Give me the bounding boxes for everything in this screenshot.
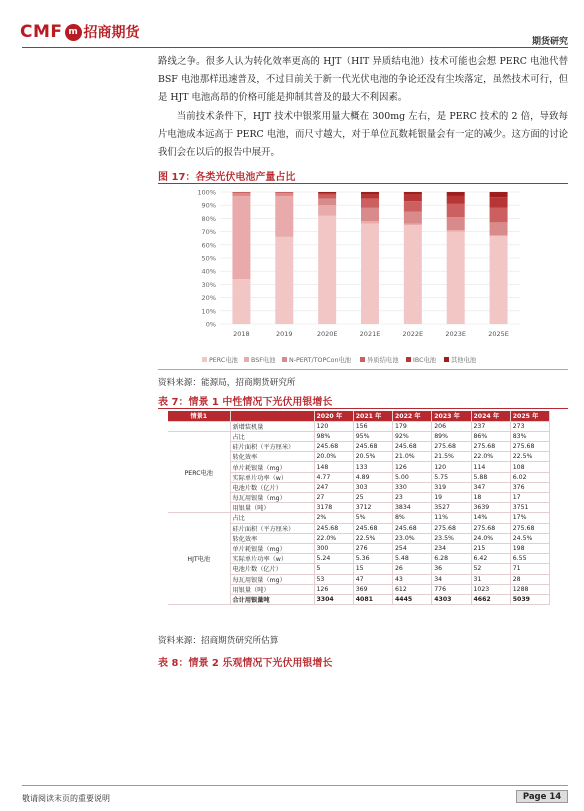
table-header-cell [230, 411, 314, 421]
table-cell: 776 [432, 584, 471, 594]
table-cell: 245.68 [393, 442, 432, 452]
body-paragraph-2: 当前技术条件下，HJT 技术中银浆用量大概在 300mg 左右，是 PERC 技术的 2 倍，导致每片电池成本远高于 PERC 电池，而尺寸越大，对于单位瓦数耗银量会有一定的减少。这方面的讨论我们会在以后的报告中展开。 [158, 111, 568, 158]
table-header-cell: 2024 年 [471, 411, 510, 421]
table-cell: 5039 [510, 594, 549, 604]
table-cell: 43 [393, 574, 432, 584]
table-cell: 330 [393, 482, 432, 492]
table-cell [168, 421, 230, 431]
table-cell: 4662 [471, 594, 510, 604]
table-cell: 5% [353, 513, 392, 523]
table-cell: 4081 [353, 594, 392, 604]
y-tick-label: 90% [201, 201, 216, 210]
table-cell: 实际单片功率（w） [230, 472, 314, 482]
y-tick-label: 60% [201, 241, 216, 250]
table-cell: 11% [432, 513, 471, 523]
bar-segment [318, 216, 336, 324]
table-cell: 5 [314, 564, 353, 574]
table-cell: 20.0% [314, 452, 353, 462]
bar-segment [447, 204, 465, 217]
bar-segment [404, 192, 422, 195]
table-cell: 3527 [432, 503, 471, 513]
table-cell: 71 [510, 564, 549, 574]
bar-segment [361, 221, 379, 224]
legend-swatch [244, 357, 249, 362]
bar-segment [232, 279, 250, 324]
table-cell: 245.68 [353, 523, 392, 533]
table-cell: 4.89 [353, 472, 392, 482]
bar-segment [232, 192, 250, 193]
bar-segment [490, 222, 508, 235]
table-row [168, 421, 550, 431]
table-cell: 245.68 [314, 523, 353, 533]
table-source: 资料来源：招商期货研究所估算 [158, 636, 279, 646]
table-cell: 5.75 [432, 472, 471, 482]
table-cell: 24.0% [471, 533, 510, 543]
table-cell: 198 [510, 543, 549, 553]
table-cell: 47 [353, 574, 392, 584]
x-tick-label: 2023E [445, 330, 467, 338]
table-cell: 单片耗银量（mg） [230, 462, 314, 472]
table-group-cell: HJT电池 [168, 513, 230, 605]
table-cell: 21.5% [432, 452, 471, 462]
table-cell: 6.28 [432, 554, 471, 564]
table-cell: 19 [432, 493, 471, 503]
bar-segment [361, 208, 379, 221]
footer-divider [22, 785, 568, 786]
bar-segment [318, 193, 336, 194]
table-cell: 276 [353, 543, 392, 553]
table-cell: 23.0% [393, 533, 432, 543]
table-cell: 369 [353, 584, 392, 594]
table-cell: 25 [353, 493, 392, 503]
table-cell: 5.88 [471, 472, 510, 482]
legend-label: 其他电池 [451, 357, 477, 364]
table-cell: 占比 [230, 513, 314, 523]
table-cell: 每瓦用银量（mg） [230, 574, 314, 584]
table-cell: 237 [471, 421, 510, 431]
bar-segment [447, 192, 465, 196]
legend-label: N-PERT/TOPCon电池 [289, 357, 352, 364]
table-cell: 硅片面积（平方厘米） [230, 442, 314, 452]
legend-swatch [444, 357, 449, 362]
table-cell: 275.68 [432, 442, 471, 452]
x-tick-label: 2019 [276, 330, 293, 338]
table-cell: 27 [314, 493, 353, 503]
table-cell: 34 [432, 574, 471, 584]
y-tick-label: 30% [201, 280, 216, 289]
bar-segment [275, 196, 293, 237]
logo-chinese: 招商期货 [83, 25, 140, 41]
table-cell: 3751 [510, 503, 549, 513]
x-tick-label: 2020E [316, 330, 338, 338]
table-cell: 24.5% [510, 533, 549, 543]
table-row [168, 431, 550, 441]
table-cell: 2% [314, 513, 353, 523]
table-cell: 275.68 [471, 523, 510, 533]
bar-segment [490, 192, 508, 197]
table-cell: 6.55 [510, 554, 549, 564]
table-cell: 用银量（吨） [230, 584, 314, 594]
legend-label: 异质结电池 [367, 357, 399, 364]
bar-segment [490, 208, 508, 223]
table-cell: 转化效率 [230, 452, 314, 462]
table-header-cell: 情景1 [168, 411, 230, 421]
table-cell: 3834 [393, 503, 432, 513]
table-cell: 单片耗银量（mg） [230, 543, 314, 553]
table-cell: 215 [471, 543, 510, 553]
bar-segment [361, 192, 379, 195]
table-header-cell: 2023 年 [432, 411, 471, 421]
table-header-cell: 2022 年 [393, 411, 432, 421]
table-cell: 1288 [510, 584, 549, 594]
table-cell: 5.00 [393, 472, 432, 482]
table-cell: 电池片数（亿片） [230, 564, 314, 574]
chart-svg [158, 184, 568, 370]
table-cell: 占比 [230, 431, 314, 441]
table-cell: 92% [393, 431, 432, 441]
table-cell: 6.02 [510, 472, 549, 482]
table-cell: 实际单片功率（w） [230, 554, 314, 564]
table-cell: 31 [471, 574, 510, 584]
table-cell: 8% [393, 513, 432, 523]
table-header-row [168, 411, 550, 421]
table-cell: 5.48 [393, 554, 432, 564]
bar-segment [361, 199, 379, 208]
table-cell: 114 [471, 462, 510, 472]
table-cell: 36 [432, 564, 471, 574]
y-tick-label: 10% [201, 307, 216, 316]
bar-segment [361, 195, 379, 199]
table-cell: 126 [393, 462, 432, 472]
legend-swatch [202, 357, 207, 362]
logo-latin: CMF [20, 22, 63, 42]
table-cell: 电池片数（亿片） [230, 482, 314, 492]
table-cell: 新增装机量 [230, 421, 314, 431]
table-cell: 23 [393, 493, 432, 503]
bar-segment [404, 212, 422, 224]
legend-swatch [360, 357, 365, 362]
table-cell: 合计用银量吨 [230, 594, 314, 604]
table-cell: 376 [510, 482, 549, 492]
table-cell: 52 [471, 564, 510, 574]
y-tick-label: 80% [201, 214, 216, 223]
table-cell: 275.68 [471, 442, 510, 452]
company-logo [20, 22, 140, 42]
bar-segment [404, 224, 422, 225]
y-tick-label: 0% [205, 320, 216, 329]
table-cell: 转化效率 [230, 533, 314, 543]
bar-segment [490, 197, 508, 208]
table-cell: 247 [314, 482, 353, 492]
table-cell: 83% [510, 431, 549, 441]
table-cell: 275.68 [432, 523, 471, 533]
table-cell: 5.36 [353, 554, 392, 564]
logo-seal-icon: m [65, 24, 82, 41]
bar-segment [490, 236, 508, 324]
table-cell: 273 [510, 421, 549, 431]
table-cell: 17% [510, 513, 549, 523]
bar-segment [404, 195, 422, 202]
table-cell: 3304 [314, 594, 353, 604]
x-tick-label: 2025E [488, 330, 509, 338]
table-cell: 245.68 [393, 523, 432, 533]
table-header-cell: 2021 年 [353, 411, 392, 421]
table-cell: 133 [353, 462, 392, 472]
table-cell: 126 [314, 584, 353, 594]
table-cell: 6.42 [471, 554, 510, 564]
table-cell: 20.5% [353, 452, 392, 462]
legend-label: BSF电池 [251, 357, 276, 364]
table-title: 表 7：情景 1 中性情况下光伏用银增长 [158, 393, 568, 409]
table-cell: 4.77 [314, 472, 353, 482]
table-cell: 120 [314, 421, 353, 431]
table-cell: 206 [432, 421, 471, 431]
table-cell: 98% [314, 431, 353, 441]
table-cell: 4303 [432, 594, 471, 604]
table-header-cell: 2020 年 [314, 411, 353, 421]
bar-segment [275, 192, 293, 193]
table-cell: 148 [314, 462, 353, 472]
table-cell: 每瓦用银量（mg） [230, 493, 314, 503]
legend-label: PERC电池 [209, 357, 238, 364]
table-cell: 53 [314, 574, 353, 584]
stacked-bar-chart [158, 184, 568, 370]
table-cell: 22.5% [353, 533, 392, 543]
table-cell: 245.68 [314, 442, 353, 452]
table-cell: 28 [510, 574, 549, 584]
table-cell: 347 [471, 482, 510, 492]
figure-source: 资料来源：能源局，招商期货研究所 [158, 378, 296, 388]
bar-segment [318, 192, 336, 193]
header-divider [22, 47, 568, 48]
table-cell: 22.0% [314, 533, 353, 543]
bar-segment [318, 205, 336, 216]
legend-swatch [282, 357, 287, 362]
table-cell: 26 [393, 564, 432, 574]
bar-segment [404, 225, 422, 324]
bar-segment [232, 196, 250, 279]
footer-disclaimer: 敬请阅读末页的重要说明 [22, 794, 110, 803]
table-cell: 用银量（吨） [230, 503, 314, 513]
table-header-cell: 2025 年 [510, 411, 549, 421]
y-tick-label: 70% [201, 228, 216, 237]
bar-segment [318, 199, 336, 206]
body-paragraph-1: 路线之争。很多人认为转化效率更高的 HJT（HIT 异质结电池）技术可能也会想 PERC 电池代替 BSF 电池那样迅速普及，不过目前关于新一代光伏电池的争论还没有尘埃落定，虽然技术可行，但是 HJT 电池高昂的价格可能是抑制其普及的最大不利因素。 [158, 56, 568, 103]
table-cell: 硅片面积（平方厘米） [230, 523, 314, 533]
table-cell: 300 [314, 543, 353, 553]
table-cell: 17 [510, 493, 549, 503]
table-cell: 245.68 [353, 442, 392, 452]
table-cell: 612 [393, 584, 432, 594]
y-tick-label: 100% [197, 188, 216, 197]
table-cell: 95% [353, 431, 392, 441]
table-cell: 4445 [393, 594, 432, 604]
table-cell: 86% [471, 431, 510, 441]
bar-segment [318, 195, 336, 199]
table-cell: 234 [432, 543, 471, 553]
table-cell: 156 [353, 421, 392, 431]
bar-segment [447, 217, 465, 230]
bar-segment [232, 193, 250, 196]
table-cell: 89% [432, 431, 471, 441]
page-number: Page 14 [516, 790, 568, 803]
page-header [20, 22, 568, 48]
table-cell: 21.0% [393, 452, 432, 462]
table-cell: 275.68 [510, 523, 549, 533]
table-row [168, 513, 550, 523]
bar-segment [447, 230, 465, 231]
y-tick-label: 20% [201, 294, 216, 303]
table2-title: 表 8：情景 2 乐观情况下光伏用银增长 [158, 658, 333, 669]
y-tick-label: 50% [201, 254, 216, 263]
table-cell: 3178 [314, 503, 353, 513]
table-cell: 254 [393, 543, 432, 553]
bar-segment [404, 201, 422, 212]
table-cell: 1023 [471, 584, 510, 594]
x-tick-label: 2022E [402, 330, 424, 338]
bar-segment [447, 232, 465, 324]
bar-segment [275, 193, 293, 196]
figure-title: 图 17：各类光伏电池产量占比 [158, 168, 568, 184]
legend-swatch [406, 357, 411, 362]
table-cell: 303 [353, 482, 392, 492]
table-cell: 22.0% [471, 452, 510, 462]
table-group-cell: PERC电池 [168, 431, 230, 513]
bar-segment [447, 196, 465, 204]
table-cell: 18 [471, 493, 510, 503]
bar-segment [275, 237, 293, 324]
table-cell: 3712 [353, 503, 392, 513]
table-cell: 120 [432, 462, 471, 472]
data-table [168, 411, 550, 605]
table-cell: 179 [393, 421, 432, 431]
table-cell: 5.24 [314, 554, 353, 564]
header-section-label: 期货研究 [531, 37, 568, 47]
table-cell: 108 [510, 462, 549, 472]
legend-label: IBC电池 [413, 357, 437, 364]
table-cell: 319 [432, 482, 471, 492]
x-tick-label: 2018 [233, 330, 250, 338]
table-cell: 275.68 [510, 442, 549, 452]
table-cell: 22.5% [510, 452, 549, 462]
x-tick-label: 2021E [359, 330, 381, 338]
table-cell: 15 [353, 564, 392, 574]
y-tick-label: 40% [201, 267, 216, 276]
table-cell: 3639 [471, 503, 510, 513]
bar-segment [361, 224, 379, 324]
table-cell: 14% [471, 513, 510, 523]
table-cell: 23.5% [432, 533, 471, 543]
